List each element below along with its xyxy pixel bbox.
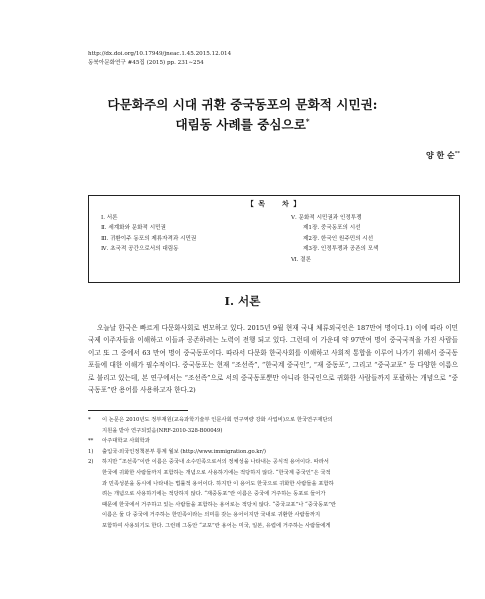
footnote-text: 포함하여 사용되기도 한다. 그런데 그동안 “교포”란 용어는 미국, 일본, 유럽에 거주하는 사람들에게 bbox=[102, 522, 331, 529]
footnote-mark: * bbox=[88, 417, 91, 423]
body-line: 중동포”, 그리고 “중국교포” 등 다양한 이름으로 불리고 있는데, 본 연구에서는 “조선족”으로 bbox=[88, 361, 458, 382]
body-line: 만여 명이 중국동포이다. 따라서 다문화 한국사회를 이해하고 사회적 통합을 이루어 나가기 bbox=[153, 348, 415, 357]
footnote-text[interactable]: 출입국·외국인정책본부 통계 월보 (http://www.immigration.go.kr/) bbox=[102, 448, 266, 455]
toc-heading: 【 목 차 】 bbox=[241, 199, 307, 208]
author-name-text: 양 한 순 bbox=[426, 150, 455, 160]
footnote-text: 지원을 받아 연구되었음(NRF-2010-328-B00049) bbox=[102, 427, 223, 434]
footnote-text: 때문에 한국에서 거주하고 있는 사람들을 포함하는 용어로는 적당치 않다. “중국교포”나 “중국동포”란 bbox=[102, 501, 337, 508]
title-footnote-mark: * bbox=[305, 116, 310, 126]
table-of-contents bbox=[88, 195, 460, 283]
footnote bbox=[88, 436, 458, 447]
journal-citation: 동북아문화연구 #45집 (2015) pp. 231∼254 bbox=[88, 60, 204, 66]
toc-item: Ⅰ. 서론 bbox=[101, 215, 118, 221]
footnote-text: 한국에 귀화한 사람들까지 포함하는 개념으로 사용하기에는 적당하지 않다. “한국계 중국인”은 국적 bbox=[102, 469, 331, 476]
toc-item: 제3장. 인정투쟁과 공존의 모색 bbox=[303, 246, 379, 253]
body-line: 187만여 명이다.1) 이에 따라 이민 국제 이주자들을 이해하고 이들과 공존하려는 노력이 전행 bbox=[88, 324, 458, 345]
body-line: 오늘날 한국은 빠르게 다문화사회로 변모하고 있다. 2015년 9월 현재 국내 체류외국인은 bbox=[97, 324, 355, 332]
toc-item: 제2장. 한국인 원주민의 시선 bbox=[303, 235, 374, 242]
body-line: 서의 중국동포뿐만 아니라 한국인으로 귀화한 사람들까지 포괄하는 개념으로 “중국동포”란 bbox=[88, 373, 458, 395]
footnote-text: 하지만 “조선족”이란 이름은 중국내 소수민족으로서의 정체성을 나타내는 공식적 용어이다. 따라서 bbox=[102, 459, 329, 466]
body-text bbox=[88, 322, 458, 396]
body-line: 용어를 사용하고자 한다.2) bbox=[118, 386, 196, 395]
footnote-mark: 1) bbox=[88, 448, 94, 455]
footnote-text: 려는 개념으로 사용하기에는 적당하지 않다. “재중동포”란 이름은 중국에 거주하는 동포로 들어가 bbox=[102, 491, 326, 498]
footnote-text: 아주대학교 사회학과 bbox=[102, 438, 150, 445]
paper-title-line1: 다문화주의 시대 귀환 중국동포의 문화적 시민권: bbox=[107, 97, 378, 112]
footnote bbox=[88, 457, 458, 468]
body-line: 위해서 중국동포들에 대한 이해가 필수적이다. 중국동포는 현재 “조선족”, “한국계 중국인”, “재 bbox=[88, 348, 458, 370]
footnotes bbox=[88, 415, 458, 532]
toc-item: Ⅵ. 결론 bbox=[291, 256, 311, 263]
toc-item: Ⅳ. 초국적 공간으로서의 대림동 bbox=[101, 246, 179, 253]
paper-title-text: 대림동 사례를 중심으로 bbox=[175, 117, 306, 132]
footnote bbox=[88, 415, 458, 426]
paper-title-line2 bbox=[0, 114, 485, 133]
author-footnote-mark: ** bbox=[454, 150, 460, 157]
toc-item: 제1장. 중국동포의 시선 bbox=[303, 225, 361, 232]
footnote-text: 이름은 둘 다 중국에 거주하는 한민족이라는 의미를 갖는 용어이지만 국내로 귀환한 사람들까지 bbox=[102, 512, 321, 519]
footnote bbox=[88, 447, 458, 458]
doi-line[interactable]: http://dx.doi.org/10.17949/jneac.1.45.2015.12.014 bbox=[88, 51, 232, 57]
toc-left-column bbox=[101, 213, 196, 255]
toc-item: Ⅴ. 문화적 시민권과 인정투쟁 bbox=[291, 215, 362, 221]
body-line: 되고 있다. 그런데 이 가운데 약 97만여 명이 중국국적을 가진 사람들이고 또 그 중에서 63 bbox=[88, 336, 458, 357]
footnote-mark: 2) bbox=[88, 459, 94, 466]
toc-item: Ⅲ. 귀환이주 동포의 제류자격과 시민권 bbox=[101, 235, 197, 242]
footnote-divider bbox=[88, 410, 188, 411]
footnote-text: 과 민족성분을 동시에 나타내는 법률적 용어이다. 하지만 이 용어도 한국으로 귀화한 사람들을 포함하 bbox=[102, 480, 334, 487]
toc-heading-wrap bbox=[89, 191, 459, 210]
author-name bbox=[360, 150, 460, 161]
section-heading: Ⅰ. 서론 bbox=[224, 294, 261, 308]
footnote-mark: ** bbox=[88, 438, 94, 445]
footnote-text: 이 논문은 2010년도 정부재원(교육과학기술부 인문사회 연구역량 강화 사업비)으로 한국연구재단의 bbox=[102, 417, 333, 423]
toc-right-column bbox=[291, 213, 379, 265]
toc-item: Ⅱ. 세계화와 문화적 시민권 bbox=[101, 225, 166, 232]
